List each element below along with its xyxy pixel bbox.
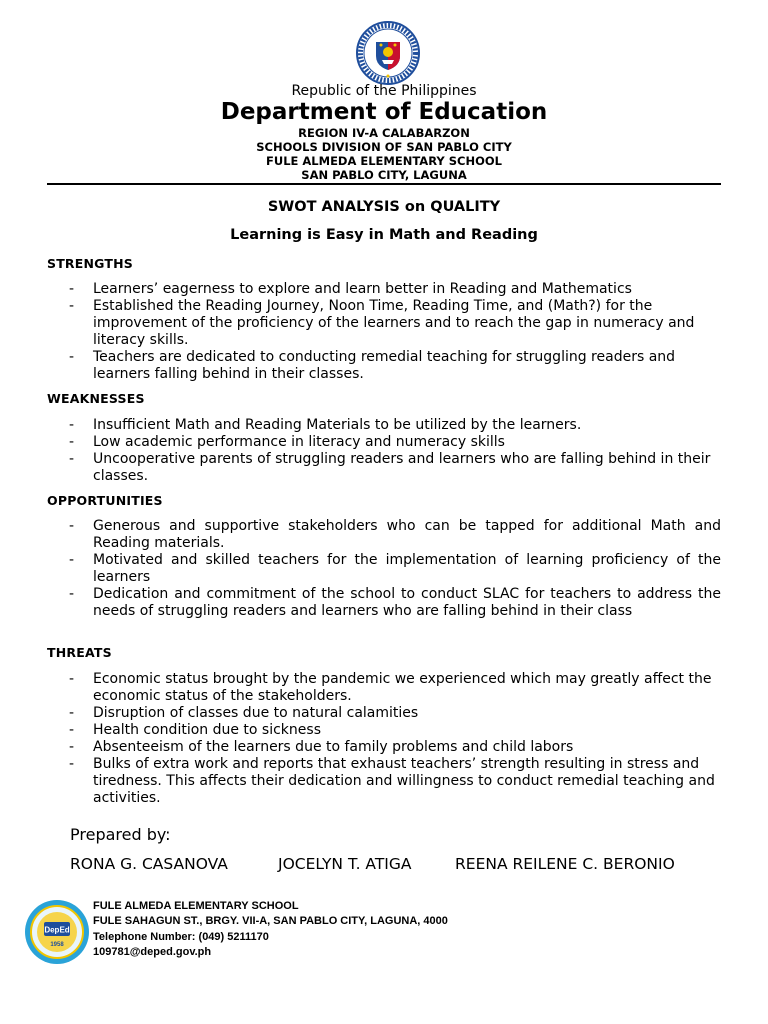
footer-email: 109781@deped.gov.ph [93, 945, 212, 958]
list-item: - Health condition due to sickness [69, 722, 721, 739]
header-republic: Republic of the Philippines [291, 83, 477, 99]
prepared-by-label: Prepared by: [70, 825, 171, 844]
threats-list [69, 671, 721, 807]
header-city: SAN PABLO CITY, LAGUNA [301, 168, 467, 182]
list-item: - Disruption of classes due to natural calamities [69, 705, 721, 722]
weaknesses-list [69, 417, 721, 485]
document-subtitle: Learning is Easy in Math and Reading [230, 227, 538, 243]
list-item: - Bulks of extra work and reports that exhaust teachers’ strength resulting in stress and tiredness. This affects their dedication and willingness to conduct remedial teaching and activities. [69, 756, 721, 807]
preparer-name: RONA G. CASANOVA [70, 855, 228, 873]
header-sublines [0, 126, 768, 182]
strengths-heading: STRENGTHS [47, 256, 133, 271]
list-item: - Established the Reading Journey, Noon Time, Reading Time, and (Math?) for the improvement of the proficiency of the learners and to reach the gap in numeracy and literacy skills. [69, 298, 721, 349]
preparer-name: JOCELYN T. ATIGA [278, 855, 412, 873]
list-item: - Learners’ eagerness to explore and learn better in Reading and Mathematics [69, 281, 721, 298]
header-school: FULE ALMEDA ELEMENTARY SCHOOL [266, 154, 502, 168]
list-item: - Uncooperative parents of struggling readers and learners who are falling behind in their classes. [69, 451, 721, 485]
deped-seal-logo [352, 20, 424, 86]
list-item: - Insufficient Math and Reading Materials to be utilized by the learners. [69, 417, 721, 434]
strengths-list [69, 281, 721, 383]
threats-heading: THREATS [47, 645, 112, 660]
header-region: REGION IV-A CALABARZON [298, 126, 470, 140]
list-item: - Generous and supportive stakeholders who can be tapped for additional Math and Reading materials. [69, 518, 721, 552]
list-item: - Teachers are dedicated to conducting remedial teaching for struggling readers and learners falling behind in their classes. [69, 349, 721, 383]
school-logo [22, 898, 92, 966]
list-item: - Dedication and commitment of the school to conduct SLAC for teachers to address the needs of struggling readers and learners who are falling behind in their class [69, 586, 721, 620]
list-item: - Low academic performance in literacy and numeracy skills [69, 434, 721, 451]
opportunities-list [69, 518, 721, 620]
footer-contact [93, 899, 448, 960]
list-item: - Motivated and skilled teachers for the implementation of learning proficiency of the learners [69, 552, 721, 586]
footer-address: FULE SAHAGUN ST., BRGY. VII-A, SAN PABLO CITY, LAGUNA, 4000 [93, 915, 448, 928]
logo-year: 1958 [50, 942, 64, 948]
list-item: - Absenteeism of the learners due to family problems and child labors [69, 739, 721, 756]
header-department: Department of Education [220, 99, 548, 125]
weaknesses-heading: WEAKNESSES [47, 391, 145, 406]
opportunities-heading: OPPORTUNITIES [47, 493, 163, 508]
logo-text: DepEd [44, 925, 70, 935]
preparer-name: REENA REILENE C. BERONIO [455, 855, 675, 873]
header-division: SCHOOLS DIVISION OF SAN PABLO CITY [256, 140, 512, 154]
footer-school-name: FULE ALMEDA ELEMENTARY SCHOOL [93, 900, 299, 912]
list-item: - Economic status brought by the pandemic we experienced which may greatly affect the economic status of the stakeholders. [69, 671, 721, 705]
header-divider [47, 183, 721, 185]
footer-telephone: Telephone Number: (049) 5211170 [93, 930, 269, 943]
document-title: SWOT ANALYSIS on QUALITY [267, 199, 501, 215]
